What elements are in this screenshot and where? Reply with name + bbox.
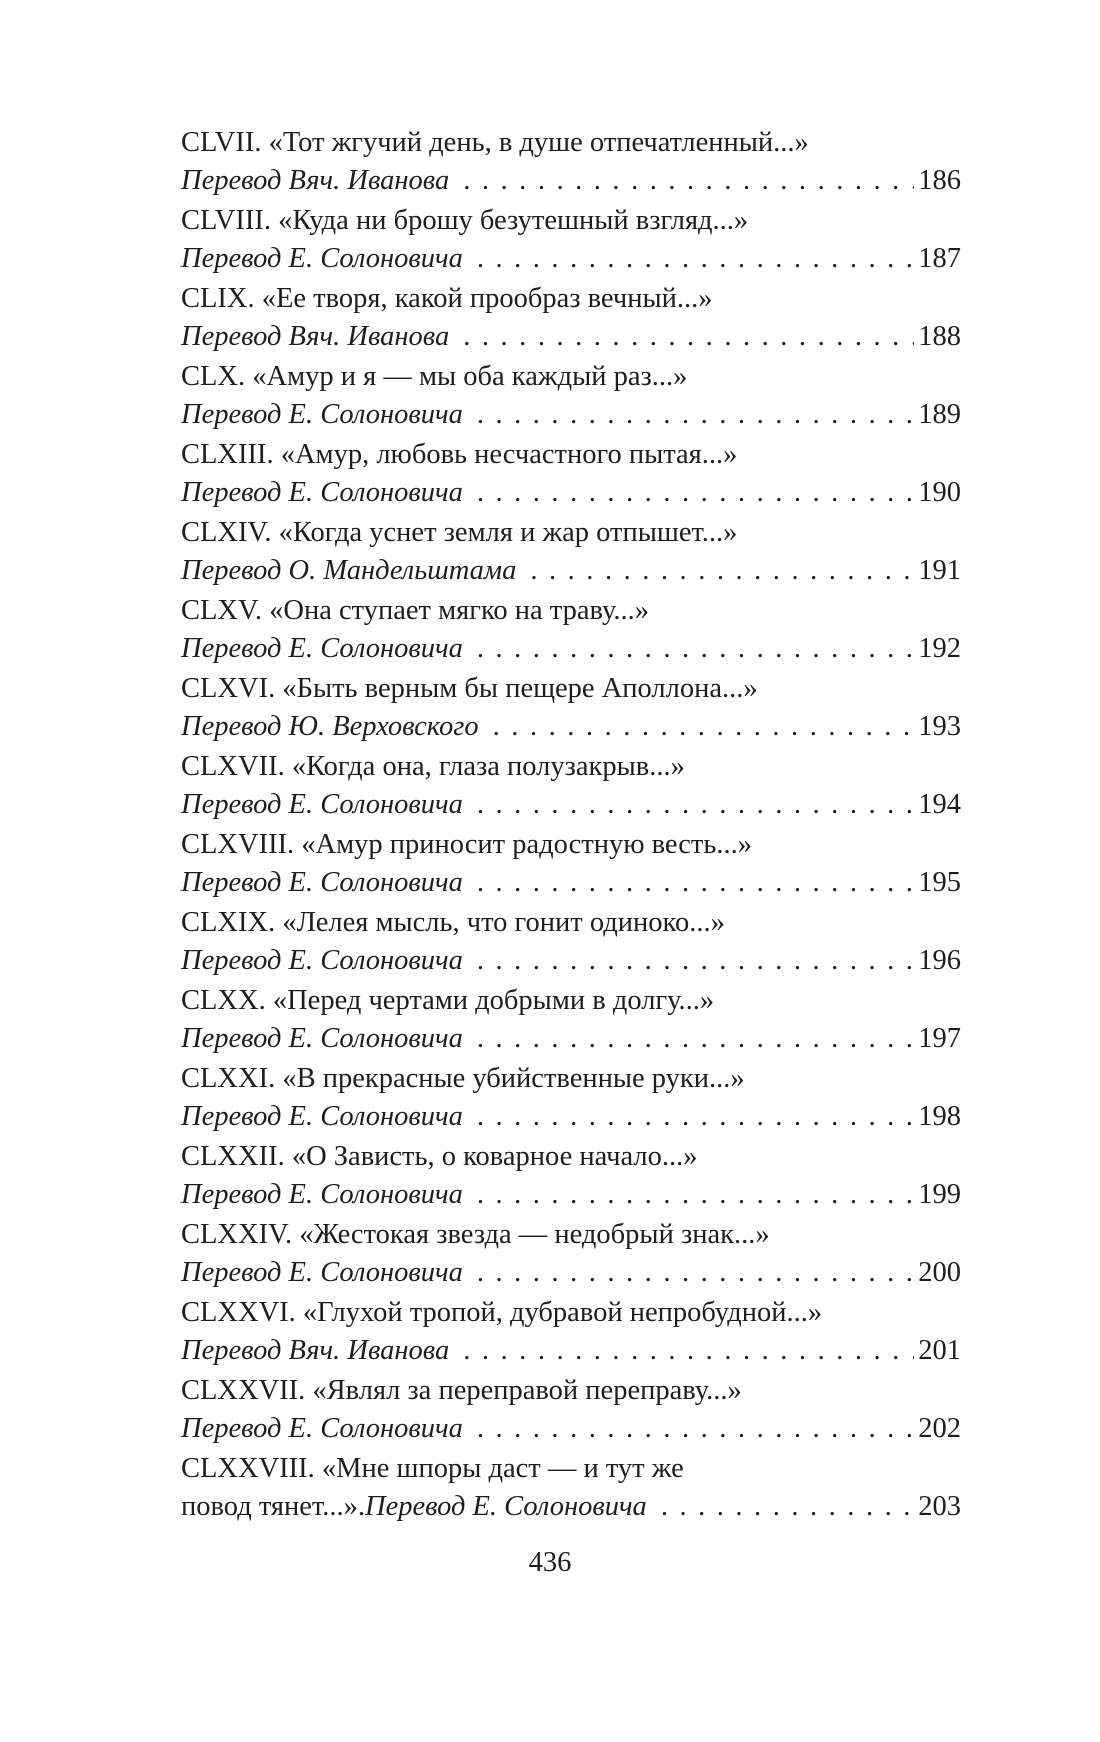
- toc-entry: [181, 1450, 961, 1528]
- toc-entry-title: CLXVIII. «Амур приносит радостную весть...»: [181, 829, 753, 860]
- table-of-contents: [181, 124, 961, 1528]
- toc-entry-translator: Перевод Е. Солоновича: [181, 243, 463, 274]
- toc-entry-title: CLXVI. «Быть верным бы пещере Аполлона...»: [181, 673, 758, 704]
- toc-entry: [181, 124, 961, 202]
- toc-entry-title: CLXIX. «Лелея мысль, что гонит одиноко...»: [181, 907, 725, 938]
- toc-entry-translator: Перевод Вяч. Иванова: [181, 1335, 450, 1366]
- toc-entry-translator-line: [181, 708, 961, 746]
- toc-entry-translator: Перевод Е. Солоновича: [181, 633, 463, 664]
- toc-entry-title: CLXVII. «Когда она, глаза полузакрыв...»: [181, 751, 685, 782]
- toc-entry-page: 186: [918, 165, 961, 196]
- dot-leader: [463, 318, 914, 356]
- toc-entry: [181, 982, 961, 1060]
- toc-entry-title: CLXIV. «Когда уснет земля и жар отпышет...»: [181, 517, 738, 548]
- toc-entry-translator-line: [181, 1176, 961, 1214]
- toc-entry-translator-line: [181, 162, 961, 200]
- toc-entry-page: 198: [918, 1101, 961, 1132]
- toc-entry-title: CLVII. «Тот жгучий день, в душе отпечатленный...»: [181, 127, 809, 158]
- dot-leader: [661, 1488, 914, 1526]
- toc-entry-title: CLXIII. «Амур, любовь несчастного пытая...»: [181, 439, 738, 470]
- dot-leader: [477, 1410, 914, 1448]
- toc-entry-page: 189: [918, 399, 961, 430]
- toc-entry-translator-line: [181, 1020, 961, 1058]
- toc-entry-page: 193: [918, 711, 961, 742]
- toc-entry-translator: Перевод Вяч. Иванова: [181, 165, 450, 196]
- dot-leader: [463, 1332, 914, 1370]
- toc-entry-translator-line: [181, 1488, 961, 1526]
- toc-entry-translator: Перевод Е. Солоновича: [181, 1257, 463, 1288]
- toc-entry: [181, 280, 961, 358]
- toc-entry-translator-line: [181, 630, 961, 668]
- dot-leader: [477, 240, 914, 278]
- toc-entry-page: 195: [918, 867, 961, 898]
- toc-entry-page: 191: [918, 555, 961, 586]
- dot-leader: [463, 162, 914, 200]
- toc-entry: [181, 1372, 961, 1450]
- toc-entry-page: 200: [918, 1257, 961, 1288]
- toc-entry: [181, 1138, 961, 1216]
- toc-entry-page: 192: [918, 633, 961, 664]
- toc-entry: [181, 1060, 961, 1138]
- toc-entry-page: 196: [918, 945, 961, 976]
- toc-entry-page: 190: [918, 477, 961, 508]
- toc-entry-title: CLXXIV. «Жестокая звезда — недобрый знак...»: [181, 1219, 770, 1250]
- toc-entry-translator: Перевод Вяч. Иванова: [181, 321, 450, 352]
- toc-entry-page: 201: [918, 1335, 961, 1366]
- toc-entry-translator-line: [181, 396, 961, 434]
- toc-entry: [181, 826, 961, 904]
- toc-entry-translator-line: [181, 786, 961, 824]
- dot-leader: [477, 1176, 914, 1214]
- toc-entry-title: CLXV. «Она ступает мягко на траву...»: [181, 595, 649, 626]
- dot-leader: [477, 786, 914, 824]
- toc-entry-title: CLXXI. «В прекрасные убийственные руки...»: [181, 1063, 745, 1094]
- toc-entry-translator-line: [181, 318, 961, 356]
- toc-entry-translator: Перевод Е. Солоновича: [364, 1491, 647, 1522]
- toc-entry-title: CLXXII. «О Зависть, о коварное начало...»: [181, 1141, 698, 1172]
- toc-entry: [181, 514, 961, 592]
- toc-entry: [181, 670, 961, 748]
- toc-entry-translator: Перевод Ю. Верховского: [181, 711, 479, 742]
- toc-entry-translator-line: [181, 1332, 961, 1370]
- dot-leader: [477, 1098, 914, 1136]
- toc-entry-translator-line: [181, 240, 961, 278]
- toc-entry: [181, 1294, 961, 1372]
- toc-entry: [181, 592, 961, 670]
- toc-entry-translator-line: [181, 552, 961, 590]
- toc-entry: [181, 748, 961, 826]
- toc-entry-title: CLX. «Амур и я — мы оба каждый раз...»: [181, 361, 688, 392]
- dot-leader: [477, 942, 914, 980]
- toc-entry-translator-line: [181, 1254, 961, 1292]
- toc-entry-page: 197: [918, 1023, 961, 1054]
- dot-leader: [493, 708, 915, 746]
- toc-entry-translator-line: [181, 942, 961, 980]
- dot-leader: [530, 552, 914, 590]
- toc-entry-translator: Перевод Е. Солоновича: [181, 1101, 463, 1132]
- toc-entry-page: 194: [918, 789, 961, 820]
- toc-entry-translator: Перевод Е. Солоновича: [181, 1413, 463, 1444]
- toc-entry-translator: Перевод Е. Солоновича: [181, 1023, 463, 1054]
- dot-leader: [477, 864, 914, 902]
- toc-entry-translator: Перевод Е. Солоновича: [181, 945, 463, 976]
- toc-entry-translator: Перевод Е. Солоновича: [181, 477, 463, 508]
- toc-entry-translator: Перевод О. Мандельштама: [181, 555, 517, 586]
- toc-entry-translator-line: [181, 1410, 961, 1448]
- toc-entry-translator: Перевод Е. Солоновича: [181, 1179, 463, 1210]
- dot-leader: [477, 474, 914, 512]
- dot-leader: [477, 396, 914, 434]
- toc-entry-title: CLIX. «Ее творя, какой прообраз вечный...»: [181, 283, 713, 314]
- toc-entry-page: 202: [918, 1413, 961, 1444]
- toc-entry-translator: Перевод Е. Солоновича: [181, 789, 463, 820]
- toc-entry-title: CLXXVI. «Глухой тропой, дубравой непробудной...»: [181, 1297, 823, 1328]
- toc-entry: [181, 358, 961, 436]
- page-number: 436: [528, 1547, 572, 1578]
- toc-entry-title: CLXX. «Перед чертами добрыми в долгу...»: [181, 985, 715, 1016]
- toc-entry-translator-line: [181, 474, 961, 512]
- toc-entry-title: CLVIII. «Куда ни брошу безутешный взгляд...»: [181, 205, 749, 236]
- toc-entry-translator: Перевод Е. Солоновича: [181, 399, 463, 430]
- toc-entry-translator: Перевод Е. Солоновича: [181, 867, 463, 898]
- toc-entry-title: CLXXVII. «Являл за переправой переправу...»: [181, 1375, 742, 1406]
- toc-entry-title: CLXXVIII. «Мне шпоры даст — и тут же: [181, 1453, 684, 1484]
- toc-entry: [181, 904, 961, 982]
- toc-entry: [181, 1216, 961, 1294]
- dot-leader: [477, 1254, 914, 1292]
- toc-entry-page: 188: [918, 321, 961, 352]
- toc-entry-page: 199: [918, 1179, 961, 1210]
- toc-entry: [181, 202, 961, 280]
- toc-entry-translator-line: [181, 1098, 961, 1136]
- dot-leader: [477, 630, 914, 668]
- toc-entry-page: 203: [918, 1491, 961, 1522]
- dot-leader: [477, 1020, 914, 1058]
- toc-entry: [181, 436, 961, 514]
- toc-entry-page: 187: [918, 243, 961, 274]
- toc-entry-title-continuation: повод тянет...».: [181, 1491, 365, 1522]
- toc-entry-translator-line: [181, 864, 961, 902]
